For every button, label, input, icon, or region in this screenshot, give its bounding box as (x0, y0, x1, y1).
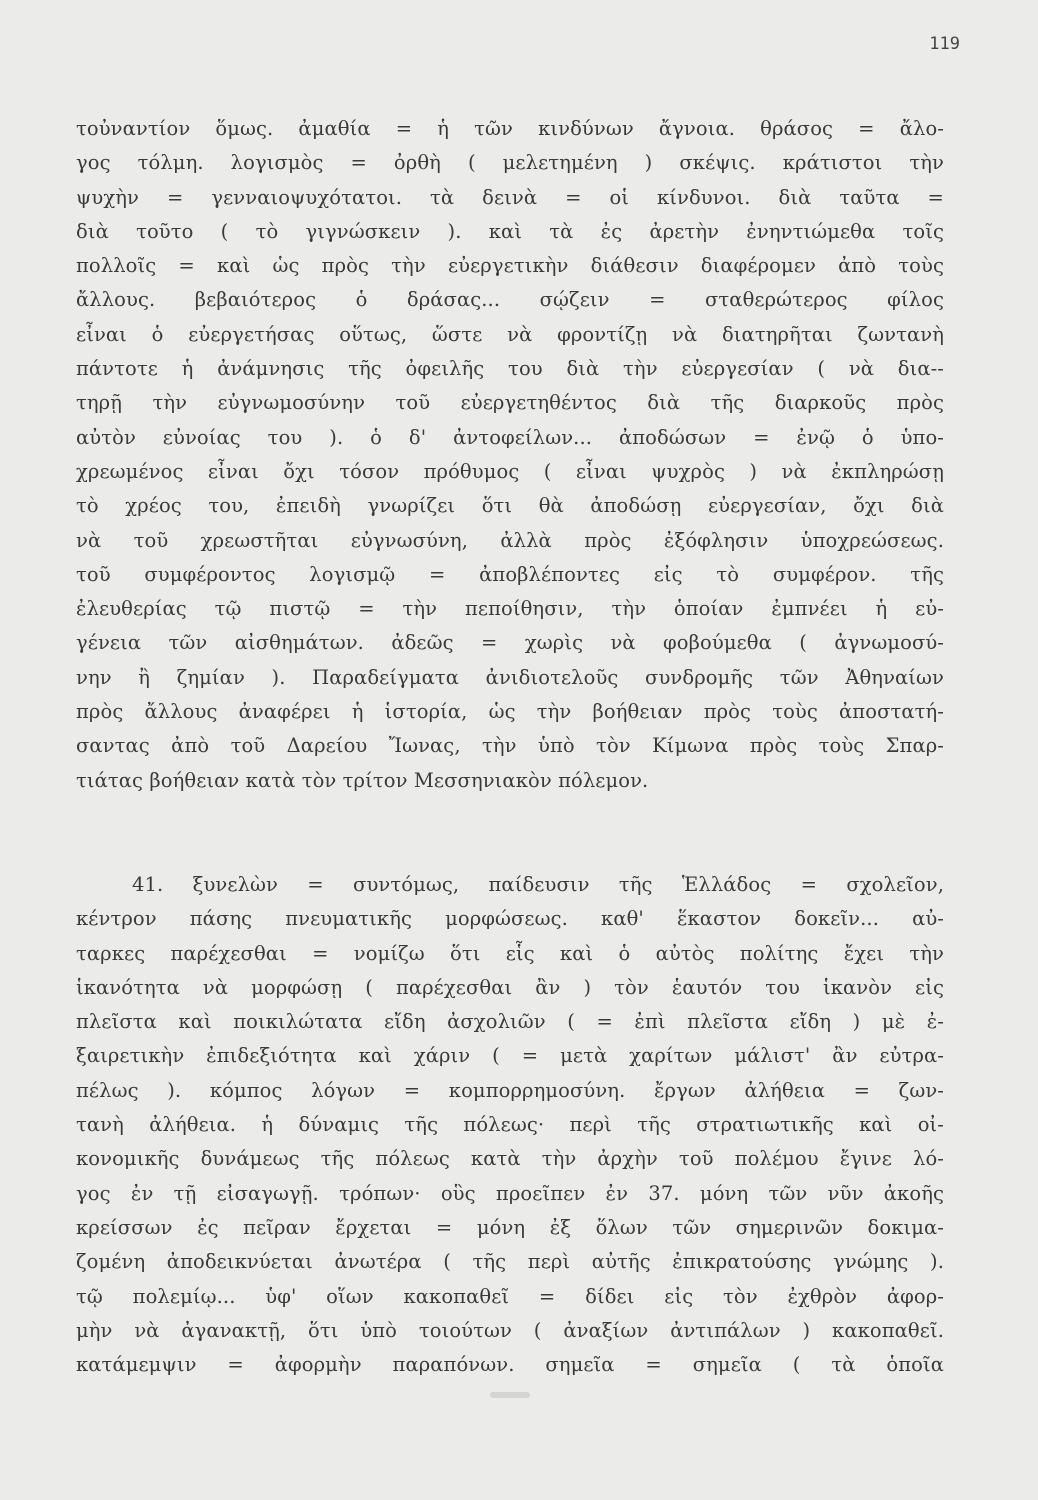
text-line: κατάμεμψιν = ἀφορμὴν παραπόνων. σημεῖα = σημεῖα ( τὰ ὁποῖα (76, 1353, 944, 1377)
text-line: διὰ τοῦτο ( τὸ γιγνώσκειν ). καὶ τὰ ἐς ἀρετὴν ἐνηντιώμεθα τοῖς (76, 219, 944, 243)
text-line: πολλοῖς = καὶ ὡς πρὸς τὴν εὐεργετικὴν διάθεσιν διαφέρομεν ἀπὸ τοὺς (76, 254, 944, 278)
text-line: τὸ χρέος του, ἐπειδὴ γνωρίζει ὅτι θὰ ἀποδώσῃ εὐεργεσίαν, ὄχι διὰ (76, 494, 944, 518)
text-line: νὰ τοῦ χρεωστῆται εὐγνωσύνη, ἀλλὰ πρὸς ἐξόφλησιν ὑποχρεώσεως. (76, 528, 944, 552)
text-line: ζομένη ἀποδεικνύεται ἀνωτέρα ( τῆς περὶ αὐτῆς ἐπικρατούσης γνώμης ). (76, 1250, 944, 1274)
text-line: αὐτὸν εὐνοίας του ). ὁ δ' ἀντοφείλων... ἀποδώσων = ἐνῷ ὁ ὑπο- (76, 425, 944, 449)
text-line: κονομικῆς δυνάμεως τῆς πόλεως κατὰ τὴν ἀρχὴν τοῦ πολέμου ἔγινε λό- (76, 1147, 944, 1171)
text-line: τανὴ ἀλήθεια. ἡ δύναμις τῆς πόλεως· περὶ τῆς στρατιωτικῆς καὶ οἰ- (76, 1113, 944, 1137)
text-line: χρεωμένος εἶναι ὄχι τόσον πρόθυμος ( εἶναι ψυχρὸς ) νὰ ἐκπληρώσῃ (76, 459, 944, 483)
text-line: πρὸς ἄλλους ἀναφέρει ἡ ἱστορία, ὡς τὴν βοήθειαν πρὸς τοὺς ἀποστατή- (76, 700, 944, 724)
text-line: πλεῖστα καὶ ποικιλώτατα εἴδη ἀσχολιῶν ( = ἐπὶ πλεῖστα εἴδη ) μὲ ἐ- (76, 1010, 944, 1034)
text-line: γος ἐν τῇ εἰσαγωγῇ. τρόπων· οὓς προεῖπεν ἐν 37. μόνη τῶν νῦν ἀκοῆς (76, 1181, 944, 1205)
commentary-paragraph-1 (76, 112, 944, 798)
text-line: γος τόλμη. λογισμὸς = ὀρθὴ ( μελετημένη ) σκέψις. κράτιστοι τὴν (76, 151, 944, 175)
text-line: σαντας ἀπὸ τοῦ Δαρείου Ἴωνας, τὴν ὑπὸ τὸν Κίμωνα πρὸς τοὺς Σπαρ- (76, 734, 944, 758)
text-line: ἄλλους. βεβαιότερος ὁ δράσας... σῴζειν = σταθερώτερος φίλος (76, 288, 944, 312)
section-heading-line: 41. ξυνελὼν = συντόμως, παίδευσιν τῆς Ἑλλάδος = σχολεῖον, (132, 873, 944, 896)
commentary-paragraph-41 (76, 868, 944, 1382)
text-line: τηρῇ τὴν εὐγνωμοσύνην τοῦ εὐεργετηθέντος διὰ τῆς διαρκοῦς πρὸς (76, 391, 944, 415)
text-line: τοῦ συμφέροντος λογισμῷ = ἀποβλέποντες εἰς τὸ συμφέρον. τῆς (76, 562, 944, 586)
page-number: 119 (929, 34, 960, 54)
text-line: κρείσσων ἐς πεῖραν ἔρχεται = μόνη ἐξ ὅλων τῶν σημερινῶν δοκιμα- (76, 1215, 944, 1239)
text-line: νην ἢ ζημίαν ). Παραδείγματα ἀνιδιοτελοῦς συνδρομῆς τῶν Ἀθηναίων (76, 665, 944, 689)
paper-smudge (490, 1392, 530, 1398)
text-line: κέντρον πάσης πνευματικῆς μορφώσεως. καθ' ἕκαστον δοκεῖν... αὐ- (76, 907, 944, 931)
text-line: ἱκανότητα νὰ μορφώσῃ ( παρέχεσθαι ἂν ) τὸν ἑαυτόν του ἱκανὸν εἰς (76, 975, 944, 999)
text-line: τῷ πολεμίῳ... ὑφ' οἵων κακοπαθεῖ = δίδει εἰς τὸν ἐχθρὸν ἀφορ- (76, 1284, 944, 1308)
text-line: τοὐναντίον ὅμως. ἀμαθία = ἡ τῶν κινδύνων ἄγνοια. θράσος = ἄλο- (76, 117, 944, 140)
text-line: τιάτας βοήθειαν κατὰ τὸν τρίτον Μεσσηνιακὸν πόλεμον. (76, 768, 649, 792)
text-line: ταρκες παρέχεσθαι = νομίζω ὅτι εἷς καὶ ὁ αὐτὸς πολίτης ἔχει τὴν (76, 941, 944, 965)
text-line: πάντοτε ἡ ἀνάμνησις τῆς ὀφειλῆς του διὰ τὴν εὐεργεσίαν ( νὰ δια-- (76, 357, 944, 381)
text-line: γένεια τῶν αἰσθημάτων. ἀδεῶς = χωρὶς νὰ φοβούμεθα ( ἀγνωμοσύ- (76, 631, 944, 655)
text-line: ψυχὴν = γενναιοψυχότατοι. τὰ δεινὰ = οἱ κίνδυνοι. διὰ ταῦτα = (76, 185, 944, 209)
text-line: εἶναι ὁ εὐεργετήσας οὕτως, ὥστε νὰ φροντίζῃ νὰ διατηρῆται ζωντανὴ (76, 322, 944, 346)
text-line: πέλως ). κόμπος λόγων = κομπορρημοσύνη. ἔργων ἀλήθεια = ζων- (76, 1078, 944, 1102)
text-line: μὴν νὰ ἀγανακτῇ, ὅτι ὑπὸ τοιούτων ( ἀναξίων ἀντιπάλων ) κακοπαθεῖ. (76, 1318, 944, 1342)
text-line: ἐλευθερίας τῷ πιστῷ = τὴν πεποίθησιν, τὴν ὁποίαν ἐμπνέει ἡ εὐ- (76, 597, 944, 621)
text-line: ξαιρετικὴν ἐπιδεξιότητα καὶ χάριν ( = μετὰ χαρίτων μάλιστ' ἂν εὐτρα- (76, 1044, 944, 1068)
